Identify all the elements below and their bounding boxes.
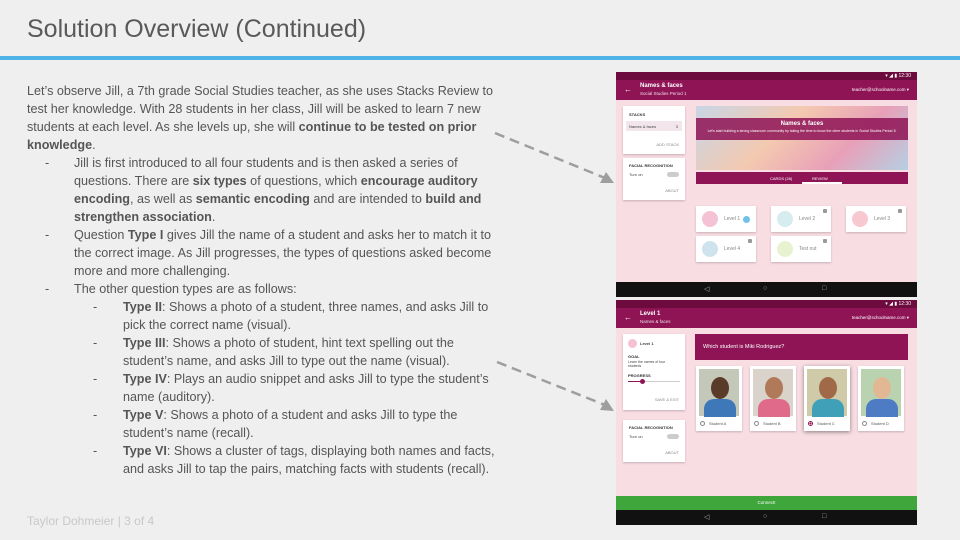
level-label: Level 1	[724, 216, 741, 222]
app-subtitle: Names & faces	[640, 319, 671, 324]
status-bar: ▾ ◢ ▮ 12:30	[616, 72, 917, 80]
level-label: Level 1	[640, 341, 654, 346]
bullet-marker: -	[93, 300, 98, 314]
b1-bold: build and strengthen association	[74, 192, 482, 224]
back-arrow-icon[interactable]: ←	[624, 85, 632, 94]
app-bar	[616, 80, 917, 100]
app-title: Names & faces	[640, 83, 683, 89]
back-arrow-icon[interactable]: ←	[624, 313, 632, 322]
goal-text: Learn the names of four students	[628, 360, 666, 368]
student-a-option[interactable]	[696, 366, 742, 431]
lock-icon	[748, 239, 752, 243]
arrow-line-1	[495, 133, 605, 178]
stack-item[interactable]	[626, 121, 682, 131]
bullet-marker: -	[93, 444, 98, 458]
face	[873, 377, 891, 399]
level-label: Test out	[799, 246, 817, 252]
nav-recent-icon[interactable]: □	[822, 513, 827, 520]
level-3-card[interactable]	[846, 206, 906, 232]
type-label: Type II	[123, 300, 162, 314]
b1-text: , as well as	[129, 192, 196, 206]
level-4-card[interactable]	[696, 236, 756, 262]
student-name: Student B	[763, 421, 781, 426]
type-label: Type VI	[123, 444, 167, 458]
student-photo	[861, 369, 901, 416]
intro-bold: continue to be tested on prior knowledge	[27, 120, 477, 152]
tab-cards[interactable]: CARDS (28)	[770, 176, 793, 181]
account-menu[interactable]: teacher@schoolname.com ▾	[851, 315, 909, 320]
level-icon	[628, 339, 637, 348]
b1-bold: semantic encoding	[195, 192, 310, 206]
student-photo	[753, 369, 793, 416]
nav-home-icon[interactable]: ○	[763, 513, 768, 520]
nav-back-icon[interactable]: ◁	[704, 514, 710, 521]
progress-thumb	[640, 379, 645, 384]
student-name: Student A	[709, 421, 727, 426]
level-info-card	[623, 334, 685, 410]
tab-review[interactable]: REVIEW	[812, 176, 828, 181]
stacks-label: STACKS	[629, 112, 646, 117]
level-label: Level 2	[799, 216, 816, 222]
save-exit-button[interactable]: SAVE & EXIT	[654, 397, 679, 402]
hero-subtitle: Let's start building a strong classroom community by taking the time to know the other students in Social Studies Period 1!	[707, 129, 897, 133]
type-label: Type V	[123, 408, 164, 422]
slide-footer: Taylor Dohmeier | 3 of 4	[27, 514, 155, 528]
tab-indicator	[802, 182, 842, 184]
level-2-card[interactable]	[771, 206, 831, 232]
account-menu[interactable]: teacher@schoolname.com ▾	[851, 87, 909, 92]
shirt	[704, 399, 736, 417]
about-button[interactable]: ABOUT	[665, 450, 679, 455]
b2-text: gives Jill the name of a student and asks her to match it to the correct image. As Jill progresses, the types of questions asked become more and more challenging.	[74, 228, 492, 278]
b2-text: Question	[74, 228, 128, 242]
student-name: Student D	[871, 421, 889, 426]
type-label: Type IV	[123, 372, 167, 386]
student-c-option[interactable]	[804, 366, 850, 431]
app-screen	[616, 328, 917, 510]
lock-icon	[823, 239, 827, 243]
face	[711, 377, 729, 399]
nav-home-icon[interactable]: ○	[763, 285, 768, 292]
add-stack-button[interactable]: ADD STACK	[656, 142, 679, 147]
facial-label: FACIAL RECOGNITION	[629, 425, 673, 430]
level-3-icon	[852, 211, 868, 227]
bullet-marker: -	[45, 156, 50, 170]
facial-label: FACIAL RECOGNITION	[629, 163, 673, 168]
b1-bold: six types	[192, 174, 247, 188]
facial-recognition-card	[623, 420, 685, 462]
bullet-marker: -	[93, 336, 98, 350]
stack-item-count: 3	[675, 124, 678, 129]
connect-button[interactable]: Connect!	[616, 496, 917, 510]
intro-end: .	[92, 138, 96, 152]
student-d-option[interactable]	[858, 366, 904, 431]
level-4-icon	[702, 241, 718, 257]
radio-button[interactable]	[862, 421, 867, 426]
turn-on-label: Turn on	[629, 434, 643, 439]
b2-bold: Type I	[127, 228, 164, 242]
level-label: Level 4	[724, 246, 741, 252]
android-nav-bar	[616, 510, 917, 525]
b1-text: Jill is first introduced to all four students and is then asked a series of questions. There are	[74, 156, 458, 188]
toggle-switch[interactable]	[667, 434, 679, 439]
level-1-icon	[702, 211, 718, 227]
app-screen	[616, 100, 917, 282]
progress-label: PROGRESS	[628, 373, 651, 378]
test-out-card[interactable]	[771, 236, 831, 262]
turn-on-label: Turn on	[629, 172, 643, 177]
tablet-screenshot-stack-review	[616, 72, 917, 297]
arrow-line-2	[497, 362, 605, 405]
intro-text: Let’s observe Jill, a 7th grade Social Studies teacher, as she uses Stacks Review to test her knowledge. With 28 students in her class, Jill will be asked to learn 7 new students at each level. As she levels up, she will	[27, 84, 493, 134]
face	[819, 377, 837, 399]
student-photo	[807, 369, 847, 416]
android-nav-bar	[616, 282, 917, 297]
hero-banner	[696, 106, 908, 170]
bullet-marker: -	[93, 372, 98, 386]
level-2-icon	[777, 211, 793, 227]
stack-item-label: Names & faces	[629, 124, 657, 129]
level-1-card[interactable]	[696, 206, 756, 232]
tab-bar	[696, 172, 908, 184]
about-button[interactable]: ABOUT	[665, 188, 679, 193]
b3-text: The other question types are as follows:	[74, 282, 297, 296]
type-desc: : Shows a photo of a student, three names, and asks Jill to pick the correct name (visual).	[123, 300, 489, 332]
question-prompt: Which student is Miki Rodriguez?	[695, 334, 908, 360]
app-subtitle: Social Studies Period 1	[640, 91, 687, 96]
type-desc: : Plays an audio snippet and asks Jill to type the student’s name (auditory).	[123, 372, 489, 404]
student-name: Student C	[817, 421, 835, 426]
app-title: Level 1	[640, 311, 661, 317]
shirt	[812, 399, 844, 417]
hero-title: Names & faces	[780, 121, 824, 127]
lock-icon	[898, 209, 902, 213]
student-b-option[interactable]	[750, 366, 796, 431]
type-label: Type III	[123, 336, 166, 350]
bullet-marker: -	[45, 228, 50, 242]
lock-icon	[823, 209, 827, 213]
nav-back-icon[interactable]: ◁	[704, 286, 710, 293]
radio-button-selected[interactable]	[808, 421, 813, 426]
type-desc: : Shows a photo of a student and asks Jill to type the student’s name (recall).	[123, 408, 458, 440]
goal-label: GOAL	[628, 354, 640, 359]
bullet-marker: -	[45, 282, 50, 296]
facial-recognition-card	[623, 158, 685, 200]
shirt	[866, 399, 898, 417]
hero-band	[696, 118, 908, 140]
app-bar	[616, 308, 917, 328]
bullet-marker: -	[93, 408, 98, 422]
b1-text: .	[211, 210, 216, 224]
radio-button[interactable]	[754, 421, 759, 426]
status-bar: ▾ ◢ ▮ 12:30	[616, 300, 917, 308]
toggle-switch[interactable]	[667, 172, 679, 177]
b1-text: and are intended to	[309, 192, 426, 206]
type-desc: : Shows a photo of student, hint text spelling out the student’s name, and asks Jill to type out the name (visual).	[123, 336, 454, 368]
progress-dot-icon	[743, 216, 750, 223]
slide-title: Solution Overview (Continued)	[27, 15, 367, 43]
nav-recent-icon[interactable]: □	[822, 285, 827, 292]
face	[765, 377, 783, 399]
radio-button[interactable]	[700, 421, 705, 426]
type-desc: : Shows a cluster of tags, displaying both names and facts, and asks Jill to tap the pairs, matching facts with students (recall).	[123, 444, 495, 476]
shirt	[758, 399, 790, 417]
level-label: Level 3	[874, 216, 891, 222]
student-photo	[699, 369, 739, 416]
stacks-card	[623, 106, 685, 154]
test-out-icon	[777, 241, 793, 257]
tablet-screenshot-level-question	[616, 300, 917, 525]
b1-bold: encourage auditory encoding	[74, 174, 478, 206]
b1-text: of questions, which	[246, 174, 361, 188]
